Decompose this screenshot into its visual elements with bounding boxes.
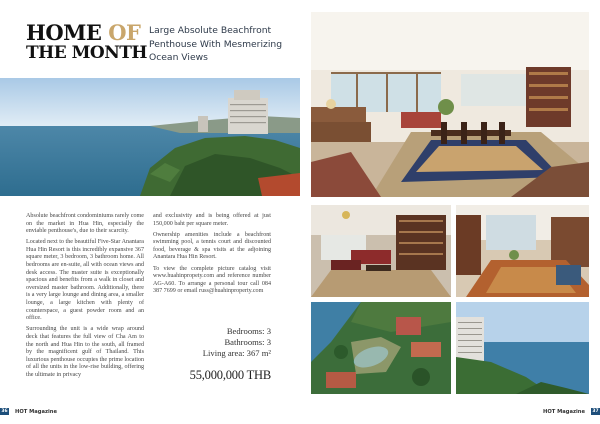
paragraph: Located next to the beautiful Five-Star Anantara Hua Hin Resort is this incredibly expansive 367 square meter, 3 bedroom, 3 bathroom home. All bedrooms are en-suite, all with ocean views and desk access. The master suite is exceptionally spacious and benefits from a walk in closet and oversized master bathroom. Additionally, there is a very large lounge and dining area, a smaller lounge, a large kitchen with plenty of counterspace, a guest powder room and an office. [26, 239, 144, 322]
title-home: HOME [26, 20, 102, 45]
price: 55,000,000 THB [189, 368, 271, 382]
sitting-room-photo [311, 205, 451, 297]
pool-aerial-photo [311, 302, 451, 394]
bathrooms: Bathrooms: 3 [224, 337, 271, 347]
paragraph: Ownership amenities include a beachfront swimming pool, a tennis court and discounted food, beverage & spa visits at the adjoining Anantara Hua Hin Resort. [153, 231, 271, 261]
page-number-left: 36 [1, 409, 8, 414]
magazine-name-left: HOT Magazine [15, 408, 57, 415]
property-specs [153, 326, 271, 359]
living-area: Living area: 367 m² [202, 348, 271, 358]
page-number-right: 37 [592, 409, 599, 414]
paragraph: Surrounding the unit is a wide wrap around deck that features the full view of Cha Am to the north and Hua Hin to the south, all framed by the magnificent gulf of Thailand. This luxurious penthouse occupies the prime location of all the units in the low-rise building, offering the ultimate in privacy [26, 326, 144, 378]
body-text-column-2 [153, 213, 271, 299]
headline: Large Absolute Beachfront Penthouse With Mesmerizing Ocean Views [149, 25, 283, 63]
paragraph: To view the complete picture catalog visit www.huahinpropety.com and reference number AG-A60. To arrange a personal tour call 084 387 7699 or email russ@huahinproperty.com [153, 265, 271, 295]
paragraph: Absolute beachfront condominiums rarely come on the market in Hua Hin, especially the enviable penthouse's, due to their scarcity. [26, 213, 144, 235]
magazine-name-right: HOT Magazine [543, 408, 585, 415]
footer-left [0, 408, 57, 415]
tower-beach-photo [456, 302, 589, 394]
footer-right [543, 408, 600, 415]
paragraph: and exclusivity and is being offered at just 150,000 baht per square meter. [153, 213, 271, 227]
bedrooms: Bedrooms: 3 [226, 326, 271, 336]
title-month: THE MONTH [26, 43, 147, 63]
beach-view-photo [0, 78, 300, 196]
living-room-photo [311, 12, 589, 197]
lounge-photo [456, 205, 589, 297]
body-text-column-1 [26, 213, 144, 383]
page-title [26, 20, 147, 64]
title-of: OF [108, 20, 141, 45]
